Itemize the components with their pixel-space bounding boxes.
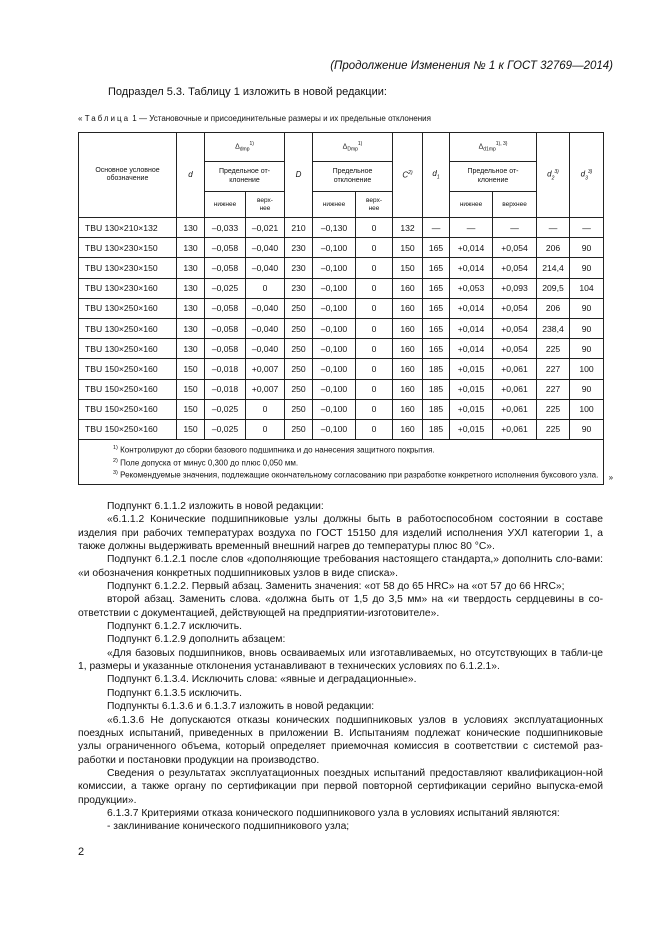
table-cell: 165 bbox=[423, 258, 450, 278]
header-lower-3: нижнее bbox=[450, 192, 493, 218]
table-cell: 0 bbox=[356, 278, 393, 298]
table-cell: +0,015 bbox=[450, 359, 493, 379]
table-row bbox=[79, 298, 604, 318]
table-cell: –0,040 bbox=[246, 258, 285, 278]
row-designation: TBU 150×250×160 bbox=[79, 379, 177, 399]
table-cell: 250 bbox=[285, 419, 313, 439]
table-cell: 0 bbox=[246, 399, 285, 419]
table-cell: 0 bbox=[356, 238, 393, 258]
paragraph: Сведения о результатах эксплуатационных поездных испытаний предоставляют квалификацион-ной комиссии, а также органу по сертификации при первой повторной сертификации серийно выпуска-емой продукции». bbox=[78, 767, 603, 806]
table-cell: 250 bbox=[285, 399, 313, 419]
paragraph: «6.1.3.6 Не допускаются отказы конических подшипниковых узлов в условиях эксплуатационных поездных испытаний, приведенных в приложении В. Испытаниям подлежат конические подшипниковые узлы ограниченного объема, который определяет приемочная комиссия в соответствии с системой раз-работки и постановки продукции на производство. bbox=[78, 714, 603, 766]
table-cell: 165 bbox=[423, 278, 450, 298]
footnote-1 bbox=[83, 443, 599, 456]
table-cell: –0,100 bbox=[313, 318, 356, 338]
dimensions-table bbox=[78, 132, 614, 485]
table-cell: 185 bbox=[423, 379, 450, 399]
table-cell: 130 bbox=[177, 218, 205, 238]
table-row bbox=[79, 379, 604, 399]
header-d3 bbox=[570, 133, 604, 218]
table-cell: 150 bbox=[177, 379, 205, 399]
table-cell: –0,025 bbox=[205, 278, 246, 298]
table-cell: +0,014 bbox=[450, 258, 493, 278]
header-upper-1: верх-нее bbox=[246, 192, 285, 218]
table-cell: 165 bbox=[423, 298, 450, 318]
paragraph: второй абзац. Заменить слова. «должна быть от 1,5 до 3,5 мм» на «и твердость сердцевины в со-ответствии с документацией, действующей на предприятии-изготовителе». bbox=[78, 594, 603, 619]
table-cell: 150 bbox=[177, 359, 205, 379]
table-cell: 238,4 bbox=[537, 318, 570, 338]
row-designation: TBU 130×210×132 bbox=[79, 218, 177, 238]
header-C-text: C bbox=[402, 170, 409, 180]
table-cell: –0,130 bbox=[313, 218, 356, 238]
header-d3-sup: 3) bbox=[587, 168, 593, 175]
table-row bbox=[79, 419, 604, 439]
row-designation: TBU 130×250×160 bbox=[79, 318, 177, 338]
table-caption-text: 1 — Установочные и присоединительные размеры и их предельные отклонения bbox=[132, 114, 431, 123]
paragraph: «Для базовых подшипников, вновь осваиваемых или изготавливаемых, но отсутствующих в табли-це 1, размеры и указанные отклонения устанавливают в технических условиях по 6.1.2.1». bbox=[78, 647, 603, 673]
header-d2 bbox=[537, 133, 570, 218]
table-cell: +0,061 bbox=[493, 379, 537, 399]
table-cell: –0,021 bbox=[246, 218, 285, 238]
table-cell: –0,058 bbox=[205, 318, 246, 338]
header-delta-d1mp-symbol: Δ bbox=[478, 143, 484, 151]
table-cell: 250 bbox=[285, 359, 313, 379]
header-delta-Dmp-sup: 1) bbox=[357, 141, 363, 148]
table-cell: 227 bbox=[537, 379, 570, 399]
table-cell: 160 bbox=[393, 399, 423, 419]
table-cell: 0 bbox=[356, 318, 393, 338]
table-cell: –0,100 bbox=[313, 238, 356, 258]
table-cell: 100 bbox=[570, 359, 604, 379]
table-cell: 160 bbox=[393, 339, 423, 359]
header-d1-text: d bbox=[432, 169, 437, 179]
table-cell: 104 bbox=[570, 278, 604, 298]
table-cell: 160 bbox=[393, 318, 423, 338]
table-cell: +0,054 bbox=[493, 298, 537, 318]
header-delta-d1mp bbox=[450, 133, 537, 162]
table-footnotes bbox=[79, 440, 614, 485]
paragraph: «6.1.1.2 Конические подшипниковые узлы должны быть в работоспособном состоянии в составе изделия при рабочих температурах воздуха по ГОСТ 15150 для изделий исполнения УХЛ категории 1, а также должны выдерживать временный внешний нагрев до температуры плюс 80 °С». bbox=[78, 514, 603, 553]
paragraph: Подпункт 6.1.1.2 изложить в новой редакции: bbox=[107, 501, 324, 512]
table-cell: 225 bbox=[537, 339, 570, 359]
row-designation: TBU 130×250×160 bbox=[79, 339, 177, 359]
table-cell: 160 bbox=[393, 419, 423, 439]
row-designation: TBU 130×230×160 bbox=[79, 278, 177, 298]
footnote-3-mark: 3) bbox=[113, 470, 118, 477]
header-lower-2: нижнее bbox=[313, 192, 356, 218]
table-row bbox=[79, 399, 604, 419]
header-delta-dmp-sub: dmp bbox=[239, 146, 250, 153]
header-delta-Dmp-sub: Dmp bbox=[347, 146, 358, 153]
table-cell: 160 bbox=[393, 379, 423, 399]
table-cell: — bbox=[570, 218, 604, 238]
table-cell: 150 bbox=[393, 238, 423, 258]
table-cell: +0,015 bbox=[450, 379, 493, 399]
table-cell: 0 bbox=[356, 218, 393, 238]
table-cell: –0,025 bbox=[205, 419, 246, 439]
table-row bbox=[79, 318, 604, 338]
header-d3-sub: 3 bbox=[585, 175, 588, 182]
table-cell: 225 bbox=[537, 399, 570, 419]
header-delta-dmp-sup: 1) bbox=[249, 141, 254, 148]
table-cell: 230 bbox=[285, 258, 313, 278]
table-cell: 90 bbox=[570, 258, 604, 278]
table-cell: 160 bbox=[393, 278, 423, 298]
table-cell: 130 bbox=[177, 318, 205, 338]
header-d1 bbox=[423, 133, 450, 218]
table-cell: 185 bbox=[423, 359, 450, 379]
table-cell: +0,054 bbox=[493, 238, 537, 258]
page-number: 2 bbox=[78, 846, 85, 858]
table-cell: –0,040 bbox=[246, 339, 285, 359]
table-cell: –0,058 bbox=[205, 258, 246, 278]
table-cell: +0,015 bbox=[450, 399, 493, 419]
footnote-3-text: Рекомендуемые значения, подлежащие окончательному согласованию при разработке конкретного исполнения буксового узла. bbox=[120, 471, 599, 481]
table-cell: 227 bbox=[537, 359, 570, 379]
table-cell: –0,100 bbox=[313, 399, 356, 419]
table-row bbox=[79, 238, 604, 258]
table-cell: +0,054 bbox=[493, 258, 537, 278]
table-cell: –0,040 bbox=[246, 238, 285, 258]
header-designation: Основное условное обозначение bbox=[79, 133, 177, 218]
paragraph: 6.1.3.7 Критериями отказа конического подшипникового узла в условиях испытаний являются: bbox=[107, 807, 560, 819]
paragraph: Подпункт 6.1.3.4. Исключить слова: «явные и деградационные». bbox=[107, 674, 417, 686]
header-d2-sub: 2 bbox=[551, 175, 555, 182]
table-row bbox=[79, 339, 604, 359]
paragraph: Подпункт 6.1.2.7 исключить. bbox=[107, 621, 242, 633]
table-body bbox=[79, 218, 604, 440]
table-cell: 230 bbox=[285, 278, 313, 298]
table-cell: 150 bbox=[393, 258, 423, 278]
table-cell: 165 bbox=[423, 238, 450, 258]
table-row bbox=[79, 218, 604, 238]
table-cell: 0 bbox=[356, 379, 393, 399]
header-d bbox=[177, 133, 205, 218]
table-cell: 250 bbox=[285, 339, 313, 359]
table-cell: 150 bbox=[177, 419, 205, 439]
table-cell: +0,015 bbox=[450, 419, 493, 439]
table-cell: 0 bbox=[356, 339, 393, 359]
table-cell: –0,100 bbox=[313, 278, 356, 298]
table-cell: 210 bbox=[285, 218, 313, 238]
table-cell: –0,100 bbox=[313, 419, 356, 439]
table-caption-word: Таблица bbox=[84, 114, 131, 123]
table-cell: +0,014 bbox=[450, 339, 493, 359]
row-designation: TBU 150×250×160 bbox=[79, 359, 177, 379]
header-D-text: D bbox=[295, 170, 302, 180]
table-cell: 0 bbox=[356, 359, 393, 379]
table-cell: 206 bbox=[537, 238, 570, 258]
table-cell: +0,007 bbox=[246, 359, 285, 379]
footnote-2-mark: 2) bbox=[113, 457, 118, 464]
row-designation: TBU 130×230×150 bbox=[79, 258, 177, 278]
table-cell: 209,5 bbox=[537, 278, 570, 298]
paragraph: Подпункт 6.1.3.5 исключить. bbox=[107, 687, 242, 699]
table-cell: 132 bbox=[393, 218, 423, 238]
table-cell: 0 bbox=[246, 278, 285, 298]
header-d1-sub: 1 bbox=[436, 174, 440, 181]
header-upper-3: верхнее bbox=[493, 192, 537, 218]
table-cell: 160 bbox=[393, 359, 423, 379]
table-cell: — bbox=[423, 218, 450, 238]
header-delta-Dmp-symbol: Δ bbox=[342, 143, 348, 151]
table-cell: 230 bbox=[285, 238, 313, 258]
table-cell: –0,018 bbox=[205, 359, 246, 379]
table-cell: 165 bbox=[423, 339, 450, 359]
table-cell: –0,058 bbox=[205, 298, 246, 318]
paragraph: Подпункт 6.1.2.1 после слов «дополняющие требования настоящего стандарта,» дополнить сло-вами: «и обозначения конкретных подшипниковых узлов в виде списка». bbox=[78, 554, 603, 579]
header-d3-text: d bbox=[580, 169, 586, 179]
table-cell: — bbox=[493, 218, 537, 238]
table-cell: 0 bbox=[356, 419, 393, 439]
header-d2-text: d bbox=[547, 169, 552, 179]
table-cell: 150 bbox=[177, 399, 205, 419]
footnote-1-text: Контролируют до сборки базового подшипника и до нанесения защитного покрытия. bbox=[120, 445, 435, 455]
header-delta-dmp bbox=[205, 133, 285, 162]
table-cell: –0,100 bbox=[313, 359, 356, 379]
table-cell: 185 bbox=[423, 419, 450, 439]
row-designation: TBU 150×250×160 bbox=[79, 419, 177, 439]
footnote-2 bbox=[83, 456, 599, 469]
paragraph: Подпункт 6.1.2.2. Первый абзац. Заменить значения: «от 58 до 65 HRC» на «от 57 до 66 HRC»; bbox=[107, 581, 565, 593]
table-cell: +0,014 bbox=[450, 238, 493, 258]
header-D bbox=[285, 133, 313, 218]
continuation-header: (Продолжение Изменения № 1 к ГОСТ 32769—2014) bbox=[330, 60, 613, 72]
header-C bbox=[393, 133, 423, 218]
table-cell: 214,4 bbox=[537, 258, 570, 278]
paragraph: Подпункты 6.1.3.6 и 6.1.3.7 изложить в новой редакции: bbox=[107, 701, 375, 713]
table-cell: –0,058 bbox=[205, 238, 246, 258]
row-designation: TBU 130×230×150 bbox=[79, 238, 177, 258]
table-caption bbox=[78, 114, 431, 123]
table-cell: 160 bbox=[393, 298, 423, 318]
table-cell: 250 bbox=[285, 318, 313, 338]
footnote-2-text: Поле допуска от минус 0,300 до плюс 0,050 мм. bbox=[120, 458, 299, 468]
table-cell: +0,054 bbox=[493, 318, 537, 338]
header-lower-1: нижнее bbox=[205, 192, 246, 218]
header-limit-dev-2: Предельное отклонение bbox=[313, 162, 393, 192]
table-cell: 250 bbox=[285, 379, 313, 399]
table-cell: –0,025 bbox=[205, 399, 246, 419]
header-d-text: d bbox=[188, 170, 193, 180]
table-row bbox=[79, 278, 604, 298]
table-cell: –0,018 bbox=[205, 379, 246, 399]
table-cell: 100 bbox=[570, 399, 604, 419]
table-cell: +0,061 bbox=[493, 399, 537, 419]
header-C-sup: 2) bbox=[408, 169, 413, 176]
paragraph: - заклинивание конического подшипникового узла; bbox=[107, 821, 350, 833]
table-close-quote: » bbox=[608, 473, 614, 483]
table-cell: 90 bbox=[570, 419, 604, 439]
table-cell: — bbox=[537, 218, 570, 238]
body-text bbox=[78, 500, 603, 834]
table-cell: 90 bbox=[570, 298, 604, 318]
table-cell: +0,053 bbox=[450, 278, 493, 298]
table-cell: 165 bbox=[423, 318, 450, 338]
table-cell: –0,100 bbox=[313, 258, 356, 278]
header-delta-d1mp-sub: d1mp bbox=[483, 146, 496, 153]
table-cell: 130 bbox=[177, 258, 205, 278]
footnote-1-mark: 1) bbox=[113, 445, 118, 452]
table-cell: 130 bbox=[177, 238, 205, 258]
footnote-3 bbox=[83, 468, 599, 481]
table-cell: 206 bbox=[537, 298, 570, 318]
table-cell: –0,058 bbox=[205, 339, 246, 359]
table-cell: –0,100 bbox=[313, 298, 356, 318]
table-cell: 0 bbox=[356, 298, 393, 318]
table-row bbox=[79, 258, 604, 278]
header-d2-sup: 3) bbox=[554, 168, 559, 175]
header-limit-dev-3: Предельное от-клонение bbox=[450, 162, 537, 192]
table-cell: 130 bbox=[177, 278, 205, 298]
table-cell: +0,014 bbox=[450, 318, 493, 338]
header-delta-dmp-symbol: Δ bbox=[235, 143, 240, 151]
table-cell: 0 bbox=[356, 258, 393, 278]
header-upper-2: верх-нее bbox=[356, 192, 393, 218]
lead-instruction: Подраздел 5.3. Таблицу 1 изложить в новой редакции: bbox=[108, 86, 387, 98]
header-delta-d1mp-sup: 1), 3) bbox=[495, 141, 508, 148]
table-cell: –0,033 bbox=[205, 218, 246, 238]
table-cell: 130 bbox=[177, 339, 205, 359]
table-cell: –0,100 bbox=[313, 379, 356, 399]
table-cell: +0,061 bbox=[493, 359, 537, 379]
table-cell: 250 bbox=[285, 298, 313, 318]
table-cell: 0 bbox=[356, 399, 393, 419]
table-cell: 185 bbox=[423, 399, 450, 419]
table-cell: –0,040 bbox=[246, 298, 285, 318]
table-caption-open-quote: « bbox=[78, 114, 83, 123]
row-designation: TBU 130×250×160 bbox=[79, 298, 177, 318]
table-cell: 130 bbox=[177, 298, 205, 318]
table-cell: +0,061 bbox=[493, 419, 537, 439]
row-designation: TBU 150×250×160 bbox=[79, 399, 177, 419]
table-cell: 90 bbox=[570, 339, 604, 359]
table-cell: +0,054 bbox=[493, 339, 537, 359]
table-cell: 90 bbox=[570, 238, 604, 258]
table-cell: 90 bbox=[570, 379, 604, 399]
header-limit-dev-1: Предельное от-клонение bbox=[205, 162, 285, 192]
table-cell: +0,007 bbox=[246, 379, 285, 399]
table-cell: 0 bbox=[246, 419, 285, 439]
table-cell: — bbox=[450, 218, 493, 238]
table-cell: +0,014 bbox=[450, 298, 493, 318]
header-delta-Dmp bbox=[313, 133, 393, 162]
table-cell: –0,100 bbox=[313, 339, 356, 359]
table-cell: 225 bbox=[537, 419, 570, 439]
table-cell: +0,093 bbox=[493, 278, 537, 298]
table-row bbox=[79, 359, 604, 379]
table-cell: 90 bbox=[570, 318, 604, 338]
paragraph: Подпункт 6.1.2.9 дополнить абзацем: bbox=[107, 634, 286, 646]
table-cell: –0,040 bbox=[246, 318, 285, 338]
